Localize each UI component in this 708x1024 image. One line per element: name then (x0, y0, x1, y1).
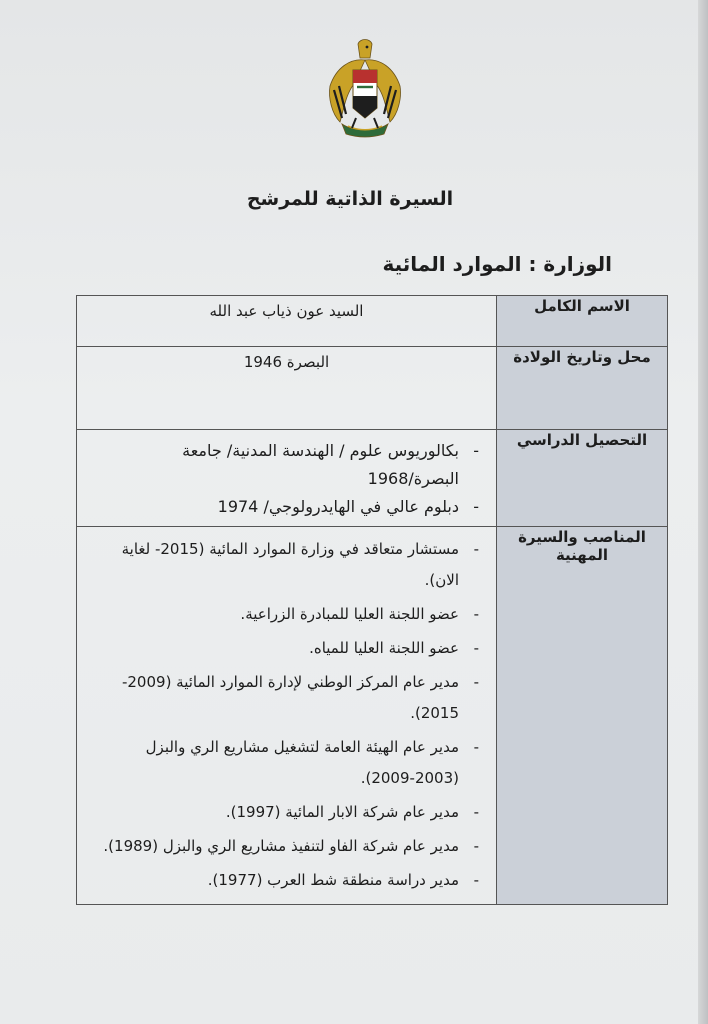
list-item: - دبلوم عالي في الهايدرولوجي/ 1974 (98, 493, 481, 521)
list-item: - مدير عام شركة الفاو لتنفيذ مشاريع الري والبزل (1989). (98, 831, 481, 862)
list-item: - مدير عام شركة الابار المائية (1997). (98, 797, 481, 828)
list-item: - مدير دراسة منطقة شط العرب (1977). (98, 865, 481, 896)
list-item: - بكالوريوس علوم / الهندسة المدنية/ جامعة البصرة/1968 (98, 437, 481, 493)
cv-title: السيرة الذاتية للمرشح (246, 188, 454, 210)
table-row (77, 347, 668, 430)
birth-label: محل وتاريخ الولادة (497, 347, 668, 430)
positions-cell (77, 527, 497, 905)
list-item: - مدير عام المركز الوطني لإدارة الموارد المائية (2009-2015). (98, 667, 481, 729)
ministry-label: الوزارة : الموارد المائية (382, 252, 612, 276)
list-item: - عضو اللجنة العليا للمياه. (98, 633, 481, 664)
list-item: - مستشار متعاقد في وزارة الموارد المائية (2015- لغاية الان). (98, 534, 481, 596)
education-cell (77, 430, 497, 527)
iraq-eagle-emblem (326, 38, 404, 138)
name-value: السيد عون ذياب عبد الله (77, 296, 497, 347)
positions-label: المناصب والسيرة المهنية (497, 527, 668, 905)
name-label: الاسم الكامل (497, 296, 668, 347)
list-item: - عضو اللجنة العليا للمبادرة الزراعية. (98, 599, 481, 630)
page-edge (698, 0, 708, 1024)
table-row (77, 430, 668, 527)
table-row (77, 527, 668, 905)
cv-table (76, 295, 668, 905)
list-item: - مدير عام الهيئة العامة لتشغيل مشاريع الري والبزل (2003-2009). (98, 732, 481, 794)
birth-value: البصرة 1946 (77, 347, 497, 430)
education-label: التحصيل الدراسي (497, 430, 668, 527)
table-row (77, 296, 668, 347)
